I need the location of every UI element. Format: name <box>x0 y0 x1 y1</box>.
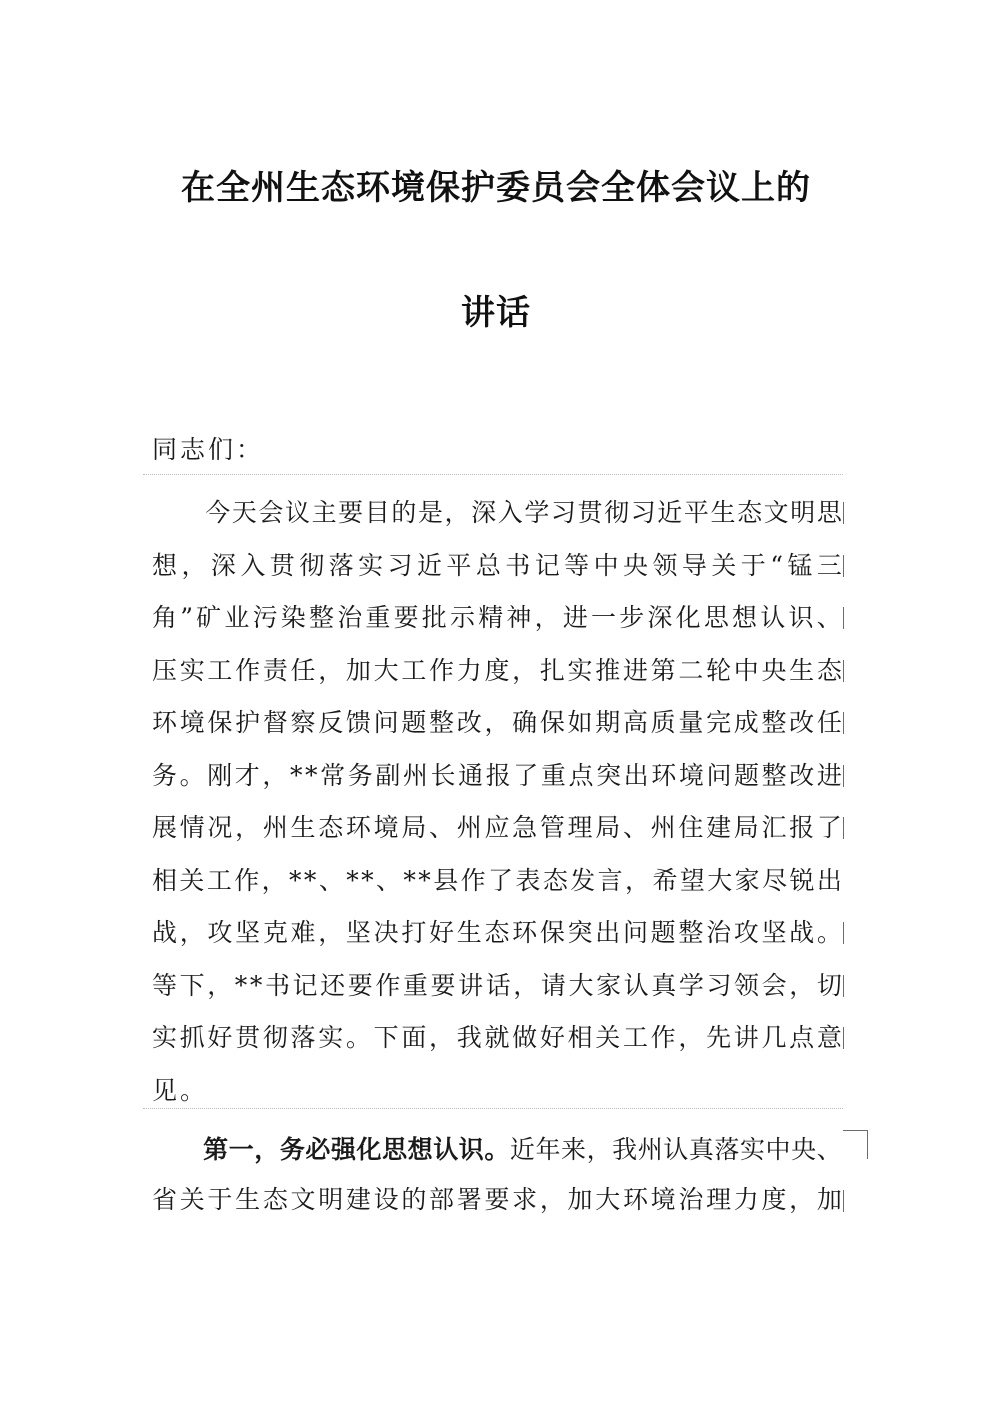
section-divider-top <box>143 474 843 475</box>
text-line: 角 ” 矿 业 污 染 整 治 重 要 批 示 精 神 ， 进 一 步 深 化 思 想 认 识 、 <box>152 603 842 632</box>
document-title-line-1: 在全州生态环境保护委员会全体会议上的 <box>181 168 811 208</box>
corner-mark <box>843 1130 868 1159</box>
margin-mark <box>843 660 844 682</box>
text-line: 今 天 会 议 主 要 目 的 是 ， 深 入 学 习 贯 彻 习 近 平 生 态 文 明 思 <box>205 498 842 527</box>
text-line: 见 。 <box>152 1076 206 1105</box>
document-title-line-2: 讲话 <box>461 293 531 333</box>
margin-mark <box>843 555 844 577</box>
text-line: 实 抓 好 贯 彻 落 实 。 下 面 ， 我 就 做 好 相 关 工 作 ， 先 讲 几 点 意 <box>152 1023 842 1052</box>
section-divider-bottom <box>143 1108 843 1109</box>
text-line: 务 。 刚 才 ， * * 常 务 副 州 长 通 报 了 重 点 突 出 环 境 问 题 整 改 进 <box>152 761 842 790</box>
margin-mark <box>843 975 844 997</box>
margin-mark <box>843 607 844 629</box>
text-line: 展 情 况 ， 州 生 态 环 境 局 、 州 应 急 管 理 局 、 州 住 建 局 汇 报 了 <box>152 813 842 842</box>
margin-mark <box>843 922 844 944</box>
margin-mark <box>843 817 844 839</box>
margin-mark <box>843 765 844 787</box>
margin-mark <box>843 502 844 524</box>
text-line: 想 ， 深 入 贯 彻 落 实 习 近 平 总 书 记 等 中 央 领 导 关 于 “ 锰 三 <box>152 551 842 580</box>
margin-mark <box>843 712 844 734</box>
text-line: 等 下 ， * * 书 记 还 要 作 重 要 讲 话 ， 请 大 家 认 真 学 习 领 会 ， 切 <box>152 971 842 1000</box>
text-line: 相 关 工 作 ， * * 、 * * 、 * * 县 作 了 表 态 发 言 ， 希 望 大 家 尽 锐 出 <box>152 866 842 895</box>
salutation: 同志们： <box>152 435 265 464</box>
text-line: 环 境 保 护 督 察 反 馈 问 题 整 改 ， 确 保 如 期 高 质 量 完 成 整 改 任 <box>152 708 842 737</box>
text-line: 第 一 ， 务 必 强 化 思 想 认 识 。 近 年 来 ， 我 州 认 真 落 实 中 央 、 <box>203 1135 842 1164</box>
text-line: 省 关 于 生 态 文 明 建 设 的 部 署 要 求 ， 加 大 环 境 治 理 力 度 ， 加 <box>152 1185 842 1214</box>
margin-mark <box>843 1190 844 1212</box>
text-line: 战 ， 攻 坚 克 难 ， 坚 决 打 好 生 态 环 保 突 出 问 题 整 治 攻 坚 战 。 <box>152 918 842 947</box>
text-line: 压 实 工 作 责 任 ， 加 大 工 作 力 度 ， 扎 实 推 进 第 二 轮 中 央 生 态 <box>152 656 842 685</box>
margin-mark <box>843 1027 844 1049</box>
